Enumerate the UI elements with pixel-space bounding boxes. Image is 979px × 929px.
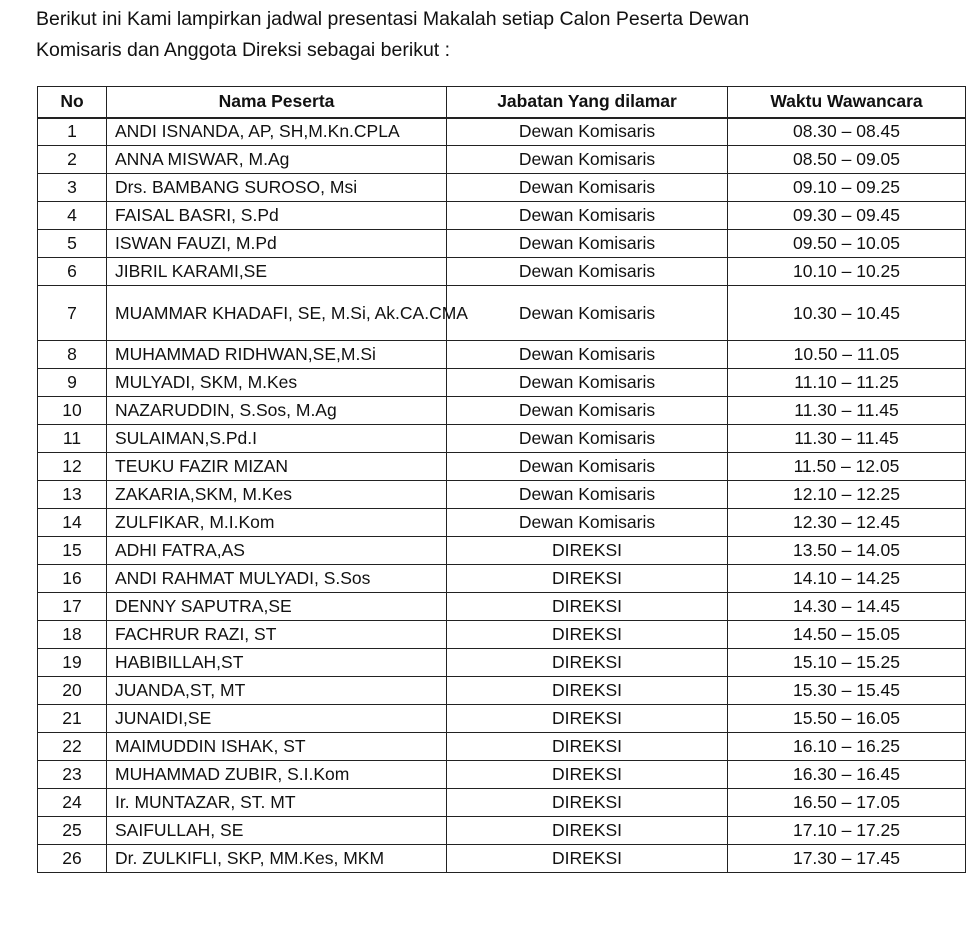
- row-number: 9: [38, 369, 107, 397]
- row-number: 22: [38, 733, 107, 761]
- table-row: [38, 286, 966, 341]
- header-name: Nama Peserta: [107, 87, 447, 118]
- intro-paragraph: [36, 4, 956, 66]
- interview-time: 17.30 – 17.45: [728, 845, 966, 873]
- table-row: [38, 174, 966, 202]
- applied-position: DIREKSI: [447, 677, 728, 705]
- participant-name: JUNAIDI,SE: [107, 705, 447, 733]
- participant-name: SAIFULLAH, SE: [107, 817, 447, 845]
- applied-position: Dewan Komisaris: [447, 341, 728, 369]
- table-row: [38, 537, 966, 565]
- header-time: Waktu Wawancara: [728, 87, 966, 118]
- participant-name: ADHI FATRA,AS: [107, 537, 447, 565]
- applied-position: DIREKSI: [447, 761, 728, 789]
- applied-position: DIREKSI: [447, 789, 728, 817]
- participant-name: TEUKU FAZIR MIZAN: [107, 453, 447, 481]
- applied-position: DIREKSI: [447, 593, 728, 621]
- participant-name: DENNY SAPUTRA,SE: [107, 593, 447, 621]
- table-row: [38, 258, 966, 286]
- interview-time: 16.10 – 16.25: [728, 733, 966, 761]
- row-number: 12: [38, 453, 107, 481]
- applied-position: Dewan Komisaris: [447, 146, 728, 174]
- table-row: [38, 425, 966, 453]
- participant-name: Drs. BAMBANG SUROSO, Msi: [107, 174, 447, 202]
- table-row: [38, 481, 966, 509]
- table-row: [38, 369, 966, 397]
- row-number: 1: [38, 118, 107, 146]
- table-row: [38, 146, 966, 174]
- row-number: 8: [38, 341, 107, 369]
- participant-name: MULYADI, SKM, M.Kes: [107, 369, 447, 397]
- table-header: [38, 87, 966, 118]
- header-no: No: [38, 87, 107, 118]
- table-row: [38, 230, 966, 258]
- interview-time: 15.30 – 15.45: [728, 677, 966, 705]
- participant-name: JUANDA,ST, MT: [107, 677, 447, 705]
- participant-name: MUAMMAR KHADAFI, SE, M.Si, Ak.CA.CMA: [107, 286, 447, 341]
- interview-time: 14.50 – 15.05: [728, 621, 966, 649]
- row-number: 14: [38, 509, 107, 537]
- row-number: 2: [38, 146, 107, 174]
- table-body: [38, 118, 966, 873]
- applied-position: DIREKSI: [447, 537, 728, 565]
- participant-name: ANDI RAHMAT MULYADI, S.Sos: [107, 565, 447, 593]
- row-number: 25: [38, 817, 107, 845]
- applied-position: Dewan Komisaris: [447, 118, 728, 146]
- participant-name: Ir. MUNTAZAR, ST. MT: [107, 789, 447, 817]
- applied-position: Dewan Komisaris: [447, 202, 728, 230]
- applied-position: Dewan Komisaris: [447, 174, 728, 202]
- table-row: [38, 202, 966, 230]
- interview-time: 11.30 – 11.45: [728, 397, 966, 425]
- interview-time: 08.50 – 09.05: [728, 146, 966, 174]
- applied-position: Dewan Komisaris: [447, 425, 728, 453]
- participant-name: Dr. ZULKIFLI, SKP, MM.Kes, MKM: [107, 845, 447, 873]
- applied-position: Dewan Komisaris: [447, 286, 728, 341]
- interview-time: 14.30 – 14.45: [728, 593, 966, 621]
- interview-time: 16.30 – 16.45: [728, 761, 966, 789]
- table-row: [38, 118, 966, 146]
- participant-name: ZULFIKAR, M.I.Kom: [107, 509, 447, 537]
- applied-position: DIREKSI: [447, 817, 728, 845]
- row-number: 20: [38, 677, 107, 705]
- row-number: 17: [38, 593, 107, 621]
- table-row: [38, 705, 966, 733]
- applied-position: Dewan Komisaris: [447, 230, 728, 258]
- interview-time: 15.10 – 15.25: [728, 649, 966, 677]
- participant-name: MUHAMMAD RIDHWAN,SE,M.Si: [107, 341, 447, 369]
- applied-position: DIREKSI: [447, 845, 728, 873]
- row-number: 21: [38, 705, 107, 733]
- row-number: 23: [38, 761, 107, 789]
- row-number: 7: [38, 286, 107, 341]
- row-number: 19: [38, 649, 107, 677]
- participant-name: JIBRIL KARAMI,SE: [107, 258, 447, 286]
- row-number: 16: [38, 565, 107, 593]
- table-row: [38, 341, 966, 369]
- interview-time: 11.10 – 11.25: [728, 369, 966, 397]
- row-number: 15: [38, 537, 107, 565]
- applied-position: DIREKSI: [447, 621, 728, 649]
- interview-time: 11.50 – 12.05: [728, 453, 966, 481]
- row-number: 4: [38, 202, 107, 230]
- row-number: 5: [38, 230, 107, 258]
- row-number: 18: [38, 621, 107, 649]
- interview-time: 11.30 – 11.45: [728, 425, 966, 453]
- participant-name: ISWAN FAUZI, M.Pd: [107, 230, 447, 258]
- interview-time: 10.10 – 10.25: [728, 258, 966, 286]
- table-row: [38, 817, 966, 845]
- participant-name: MAIMUDDIN ISHAK, ST: [107, 733, 447, 761]
- interview-time: 09.30 – 09.45: [728, 202, 966, 230]
- applied-position: DIREKSI: [447, 649, 728, 677]
- participant-name: NAZARUDDIN, S.Sos, M.Ag: [107, 397, 447, 425]
- table-row: [38, 761, 966, 789]
- interview-time: 14.10 – 14.25: [728, 565, 966, 593]
- applied-position: Dewan Komisaris: [447, 453, 728, 481]
- table-row: [38, 565, 966, 593]
- table-row: [38, 845, 966, 873]
- participant-name: HABIBILLAH,ST: [107, 649, 447, 677]
- applied-position: Dewan Komisaris: [447, 397, 728, 425]
- row-number: 3: [38, 174, 107, 202]
- table-row: [38, 733, 966, 761]
- participant-name: ZAKARIA,SKM, M.Kes: [107, 481, 447, 509]
- participant-name: MUHAMMAD ZUBIR, S.I.Kom: [107, 761, 447, 789]
- table-row: [38, 593, 966, 621]
- participant-name: ANNA MISWAR, M.Ag: [107, 146, 447, 174]
- row-number: 24: [38, 789, 107, 817]
- applied-position: Dewan Komisaris: [447, 509, 728, 537]
- table-row: [38, 649, 966, 677]
- participant-name: SULAIMAN,S.Pd.I: [107, 425, 447, 453]
- participant-name: ANDI ISNANDA, AP, SH,M.Kn.CPLA: [107, 118, 447, 146]
- schedule-table: [37, 86, 966, 873]
- applied-position: Dewan Komisaris: [447, 481, 728, 509]
- interview-time: 08.30 – 08.45: [728, 118, 966, 146]
- row-number: 11: [38, 425, 107, 453]
- header-position: Jabatan Yang dilamar: [447, 87, 728, 118]
- applied-position: DIREKSI: [447, 565, 728, 593]
- intro-line-2: Komisaris dan Anggota Direksi sebagai berikut :: [36, 39, 451, 61]
- table-row: [38, 677, 966, 705]
- row-number: 10: [38, 397, 107, 425]
- interview-time: 13.50 – 14.05: [728, 537, 966, 565]
- row-number: 13: [38, 481, 107, 509]
- interview-time: 15.50 – 16.05: [728, 705, 966, 733]
- applied-position: Dewan Komisaris: [447, 258, 728, 286]
- row-number: 26: [38, 845, 107, 873]
- interview-time: 10.30 – 10.45: [728, 286, 966, 341]
- applied-position: DIREKSI: [447, 705, 728, 733]
- interview-time: 09.10 – 09.25: [728, 174, 966, 202]
- row-number: 6: [38, 258, 107, 286]
- applied-position: DIREKSI: [447, 733, 728, 761]
- interview-time: 09.50 – 10.05: [728, 230, 966, 258]
- interview-time: 17.10 – 17.25: [728, 817, 966, 845]
- intro-line-1: Berikut ini Kami lampirkan jadwal presentasi Makalah setiap Calon Peserta Dewan: [36, 8, 750, 30]
- table-row: [38, 397, 966, 425]
- table-row: [38, 453, 966, 481]
- participant-name: FAISAL BASRI, S.Pd: [107, 202, 447, 230]
- header-row: [38, 87, 966, 118]
- interview-time: 10.50 – 11.05: [728, 341, 966, 369]
- table-row: [38, 789, 966, 817]
- applied-position: Dewan Komisaris: [447, 369, 728, 397]
- participant-name: FACHRUR RAZI, ST: [107, 621, 447, 649]
- interview-time: 12.30 – 12.45: [728, 509, 966, 537]
- table-row: [38, 509, 966, 537]
- interview-time: 12.10 – 12.25: [728, 481, 966, 509]
- interview-time: 16.50 – 17.05: [728, 789, 966, 817]
- table-row: [38, 621, 966, 649]
